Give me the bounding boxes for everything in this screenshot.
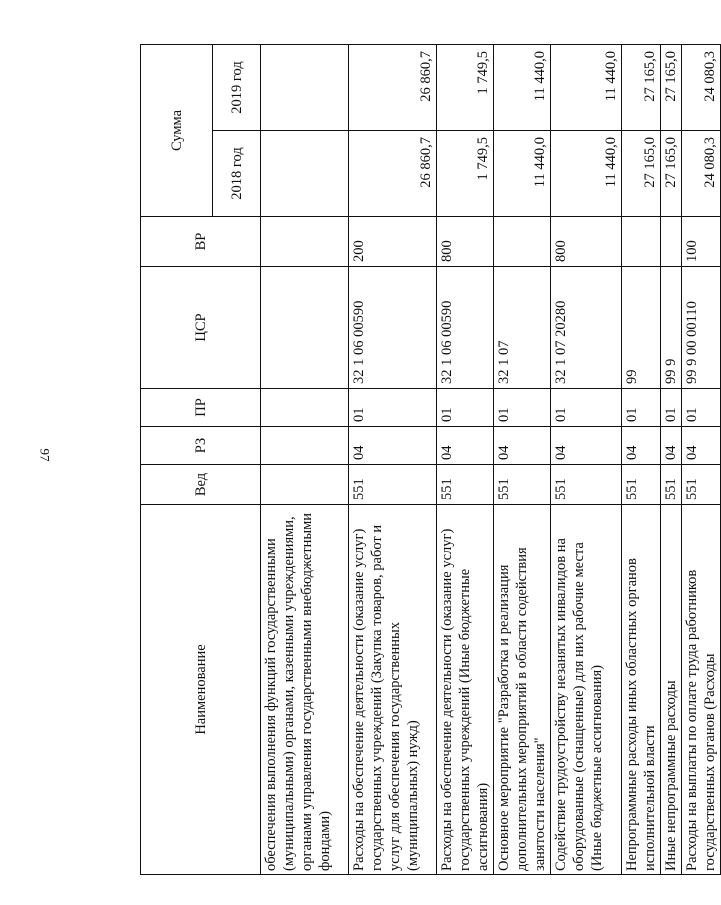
row-name: Непрограммные расходы иных областных органов исполнительной власти xyxy=(622,505,661,875)
table-row xyxy=(661,45,682,875)
row-rz: 04 xyxy=(494,427,551,465)
row-csr: 32 1 06 00590 xyxy=(349,267,437,389)
row-2019: 26 860,7 xyxy=(349,45,437,131)
row-csr: 32 1 07 20280 xyxy=(551,267,622,389)
row-2018 xyxy=(261,131,349,217)
row-name: Основное мероприятие "Разработка и реализация дополнительных мероприятий в области содействия занятости населения" xyxy=(494,505,551,875)
row-name: Иные непрограммные расходы xyxy=(661,505,682,875)
table-row xyxy=(682,45,721,875)
row-ved: 551 xyxy=(622,465,661,505)
header-ved: Вед xyxy=(141,465,261,505)
row-rz: 04 xyxy=(682,427,721,465)
row-vr xyxy=(622,217,661,267)
table-row xyxy=(437,45,494,875)
rotated-page xyxy=(140,45,718,875)
row-vr xyxy=(661,217,682,267)
row-name: обеспечения выполнения функций государственными (муниципальными) органами, казенными учреждениями, органами управления государственными внебюджетными фондами) xyxy=(261,505,349,875)
row-rz: 04 xyxy=(349,427,437,465)
row-2018: 1 749,5 xyxy=(437,131,494,217)
row-2019: 24 080,3 xyxy=(682,45,721,131)
row-vr: 200 xyxy=(349,217,437,267)
row-vr: 800 xyxy=(551,217,622,267)
table-row xyxy=(261,45,349,875)
row-vr xyxy=(261,217,349,267)
row-name: Расходы на выплаты по оплате труда работников государственных органов (Расходы xyxy=(682,505,721,875)
row-2018: 26 860,7 xyxy=(349,131,437,217)
header-pr: ПР xyxy=(141,389,261,427)
row-name: Содействие трудоустройству незанятых инвалидов на оборудованные (оснащенные) для них рабочие места (Иные бюджетные ассигнования) xyxy=(551,505,622,875)
row-csr: 32 1 06 00590 xyxy=(437,267,494,389)
row-csr: 32 1 07 xyxy=(494,267,551,389)
header-2018: 2018 год xyxy=(213,131,261,217)
row-pr: 01 xyxy=(661,389,682,427)
row-name: Расходы на обеспечение деятельности (оказание услуг) государственных учреждений (Закупка товаров, работ и услуг для обеспечения государственных (муниципальных) нужд) xyxy=(349,505,437,875)
row-2018: 11 440,0 xyxy=(551,131,622,217)
budget-table xyxy=(140,44,721,875)
row-ved: 551 xyxy=(494,465,551,505)
row-csr: 99 9 00 00110 xyxy=(682,267,721,389)
row-2019: 27 165,0 xyxy=(661,45,682,131)
row-ved xyxy=(261,465,349,505)
row-rz xyxy=(261,427,349,465)
row-2018: 27 165,0 xyxy=(622,131,661,217)
row-ved: 551 xyxy=(682,465,721,505)
row-vr xyxy=(494,217,551,267)
row-rz: 04 xyxy=(661,427,682,465)
row-rz: 04 xyxy=(437,427,494,465)
table-row xyxy=(494,45,551,875)
row-csr xyxy=(261,267,349,389)
row-2019: 1 749,5 xyxy=(437,45,494,131)
header-2019: 2019 год xyxy=(213,45,261,131)
row-2019 xyxy=(261,45,349,131)
row-2019: 27 165,0 xyxy=(622,45,661,131)
row-vr: 100 xyxy=(682,217,721,267)
row-csr: 99 9 xyxy=(661,267,682,389)
row-2018: 11 440,0 xyxy=(494,131,551,217)
table-row xyxy=(349,45,437,875)
row-ved: 551 xyxy=(661,465,682,505)
row-ved: 551 xyxy=(551,465,622,505)
row-ved: 551 xyxy=(437,465,494,505)
row-pr: 01 xyxy=(494,389,551,427)
header-name: Наименование xyxy=(141,505,261,875)
row-csr: 99 xyxy=(622,267,661,389)
row-pr: 01 xyxy=(622,389,661,427)
row-rz: 04 xyxy=(551,427,622,465)
row-pr: 01 xyxy=(437,389,494,427)
row-rz: 04 xyxy=(622,427,661,465)
row-name: Расходы на обеспечение деятельности (оказание услуг) государственных учреждений (Иные бюджетные ассигнования) xyxy=(437,505,494,875)
header-csr: ЦСР xyxy=(141,267,261,389)
table-row xyxy=(622,45,661,875)
row-2018: 27 165,0 xyxy=(661,131,682,217)
row-pr: 01 xyxy=(682,389,721,427)
table-row xyxy=(551,45,622,875)
row-2019: 11 440,0 xyxy=(494,45,551,131)
header-sum: Сумма xyxy=(141,45,213,217)
header-vr: ВР xyxy=(141,217,261,267)
row-pr: 01 xyxy=(349,389,437,427)
row-vr: 800 xyxy=(437,217,494,267)
page-number: 97 xyxy=(37,448,53,462)
row-2018: 24 080,3 xyxy=(682,131,721,217)
row-pr xyxy=(261,389,349,427)
row-2019: 11 440,0 xyxy=(551,45,622,131)
row-pr: 01 xyxy=(551,389,622,427)
header-rz: РЗ xyxy=(141,427,261,465)
row-ved: 551 xyxy=(349,465,437,505)
